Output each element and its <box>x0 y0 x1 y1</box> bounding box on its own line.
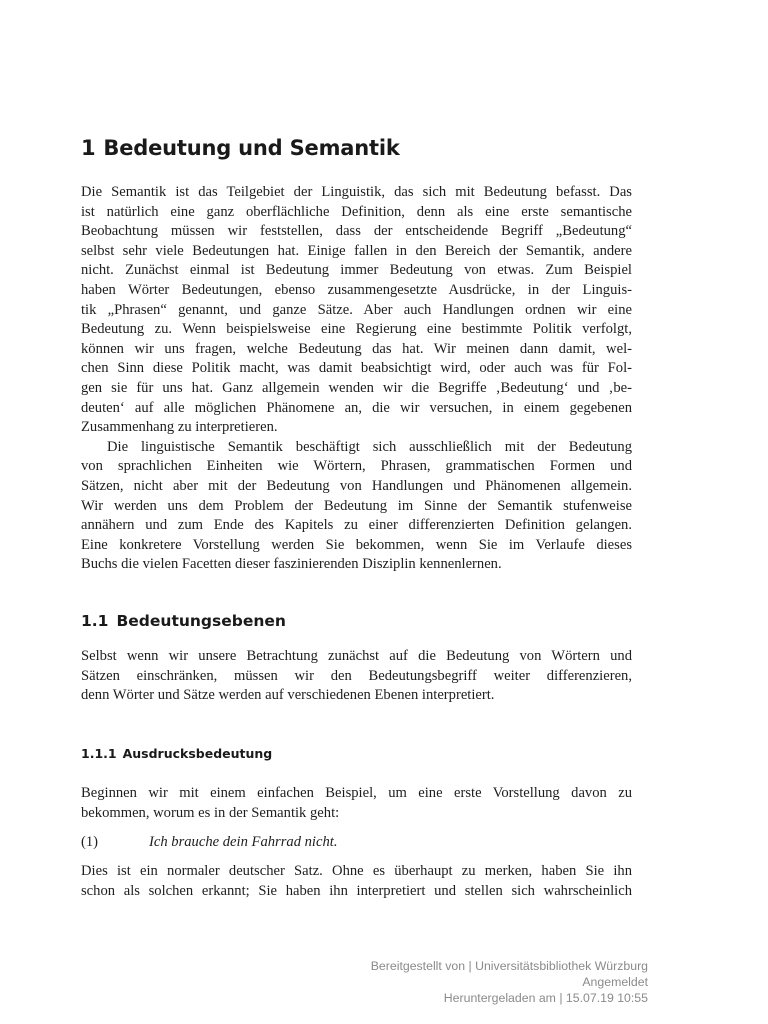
section-title: Bedeutungsebenen <box>116 612 286 630</box>
subsection-number: 1.1.1 <box>81 746 117 761</box>
paragraph-line: Buchs die vielen Facetten dieser faszinierenden Disziplin kennenlernen. <box>81 556 502 573</box>
chapter-title: Bedeutung und Semantik <box>103 136 400 160</box>
subsection-heading <box>81 746 272 761</box>
paragraph-line: Die Semantik ist das Teilgebiet der Linguistik, das sich mit Bedeutung befasst. Das <box>81 184 632 200</box>
paragraph-line: ist natürlich eine ganz oberflächliche Definition, denn als eine erste semantische <box>81 203 632 220</box>
section-heading <box>81 612 286 630</box>
paragraph-line: von sprachlichen Einheiten wie Wörtern, Phrasen, grammatischen Formen und <box>81 458 632 475</box>
download-footer <box>371 958 648 1006</box>
paragraph-line: Beobachtung müssen wir feststellen, dass der entscheidende Begriff „Bedeutung“ <box>81 223 632 240</box>
paragraph-line: tik „Phrasen“ genannt, und ganze Sätze. Aber auch Handlungen ordnen wir eine <box>81 301 632 318</box>
paragraph-line: Sätzen einschränken, müssen wir den Bedeutungsbegriff weiter differenzieren, <box>81 667 632 684</box>
paragraph-line: deuten‘ auf alle möglichen Phänomene an, die wir versuchen, in einem gegebenen <box>81 399 632 416</box>
chapter-number: 1 <box>81 136 96 160</box>
paragraph-line: denn Wörter und Sätze werden auf verschiedenen Ebenen interpretiert. <box>81 687 495 704</box>
paragraph-line: chen Sinn diese Politik macht, was damit beabsichtigt wird, oder auch was für Fol- <box>81 360 632 377</box>
paragraph-levels <box>81 647 632 706</box>
example-sentence <box>81 832 632 852</box>
footer-download-date: Heruntergeladen am | 15.07.19 10:55 <box>443 991 648 1005</box>
paragraph-line: Sätzen, nicht aber mit der Bedeutung von Handlungen und Phänomenen allgemein. <box>81 477 632 494</box>
paragraph-line: gen sie für uns hat. Ganz allgemein wenden wir die Begriffe ‚Bedeutung‘ und ‚be- <box>81 379 632 396</box>
paragraph-line: können wir uns fragen, welche Bedeutung das hat. Wir meinen dann damit, wel- <box>81 340 632 357</box>
paragraph-line: annähern und zum Ende des Kapitels zu einer differenzierten Definition gelangen. <box>81 517 632 534</box>
paragraph-line: Beginnen wir mit einem einfachen Beispiel, um eine erste Vorstellung davon zu <box>81 785 632 801</box>
paragraph-line: Zusammenhang zu interpretieren. <box>81 419 278 436</box>
footer-status: Angemeldet <box>582 975 648 989</box>
paragraph-line: nicht. Zunächst einmal ist Bedeutung immer Bedeutung von etwas. Zum Beispiel <box>81 262 632 279</box>
paragraph-example-intro <box>81 784 632 823</box>
paragraph-line: haben Wörter Bedeutungen, ebenso zusammengesetzte Ausdrücke, in der Linguis- <box>81 281 632 298</box>
paragraph-line: Bedeutung zu. Wenn beispielsweise eine Regierung eine bestimmte Politik verfolgt, <box>81 321 632 338</box>
subsection-title: Ausdrucksbedeutung <box>122 746 273 761</box>
paragraph-interpretation <box>81 862 632 901</box>
paragraph-line: schon als solchen erkannt; Sie haben ihn interpretiert und stellen sich wahrscheinlich <box>81 882 632 899</box>
paragraph-line: Wir werden uns dem Problem der Bedeutung im Sinne der Semantik stufenweise <box>81 497 632 514</box>
paragraph-line: Eine konkretere Vorstellung werden Sie bekommen, wenn Sie im Verlaufe dieses <box>81 536 632 553</box>
example-text-wrapper <box>149 832 337 852</box>
paragraph-intro <box>81 183 632 575</box>
section-number: 1.1 <box>81 612 109 630</box>
footer-provider: Bereitgestellt von | Universitätsbibliothek Würzburg <box>370 959 648 973</box>
example-text: Ich brauche dein Fahrrad nicht. <box>149 834 338 850</box>
paragraph-line: Die linguistische Semantik beschäftigt sich ausschließlich mit der Bedeutung <box>107 438 632 455</box>
paragraph-line: Dies ist ein normaler deutscher Satz. Ohne es überhaupt zu merken, haben Sie ihn <box>81 863 632 879</box>
paragraph-line: bekommen, worum es in der Semantik geht: <box>81 804 340 821</box>
paragraph-line: Selbst wenn wir unsere Betrachtung zunächst auf die Bedeutung von Wörtern und <box>81 648 632 664</box>
paragraph-line: selbst sehr viele Bedeutungen hat. Einige fallen in den Bereich der Semantik, andere <box>81 242 632 259</box>
example-number: (1) <box>81 834 99 850</box>
chapter-heading <box>81 136 400 160</box>
